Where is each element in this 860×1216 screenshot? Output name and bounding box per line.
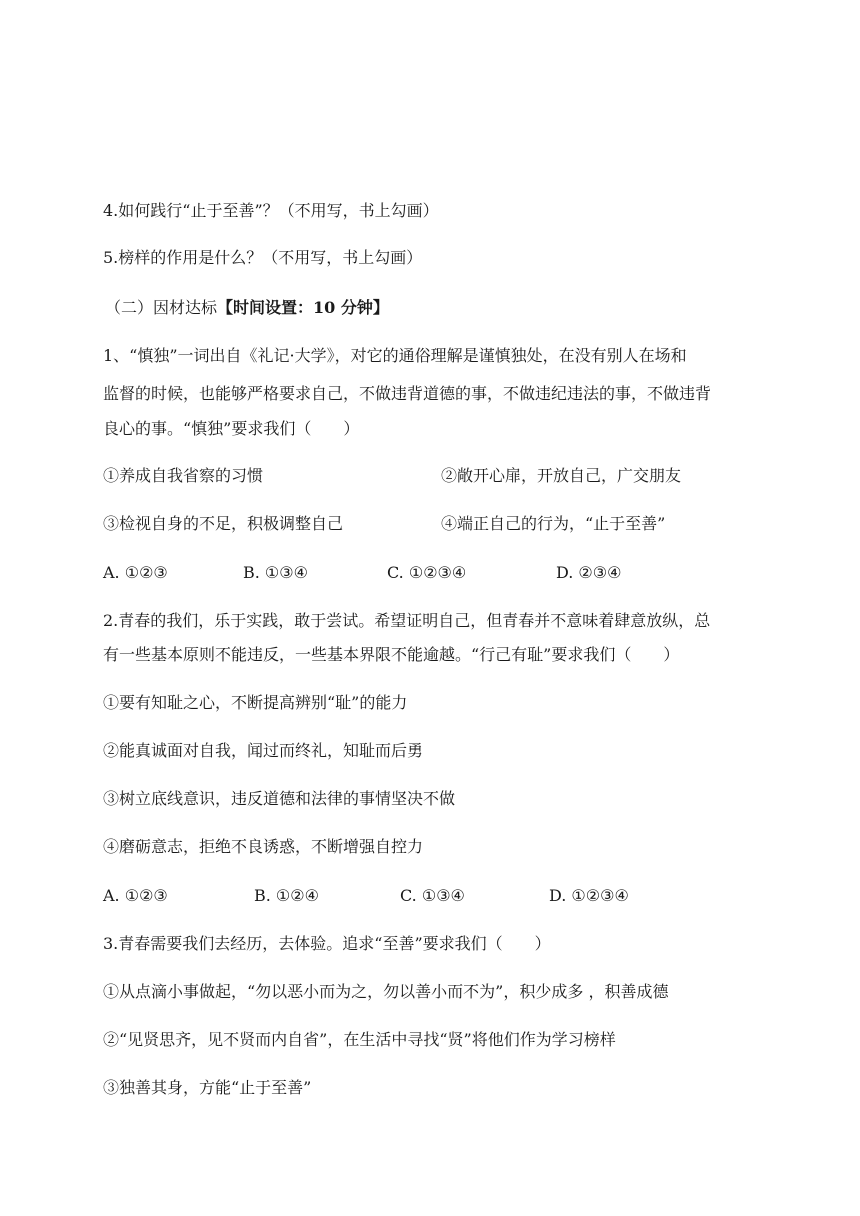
- q1-option-a: A. ①②③: [103, 563, 168, 582]
- q1-stem-line-2: 监督的时候，也能够严格要求自己，不做违背道德的事，不做违纪违法的事，不做违背: [103, 384, 712, 403]
- q2-option-a: A. ①②③: [103, 886, 168, 905]
- q2-option-b: B. ①②④: [254, 886, 319, 905]
- q2-item-2: ②能真诚面对自我，闻过而终礼，知耻而后勇: [103, 741, 424, 760]
- q2-item-1: ①要有知耻之心，不断提高辨别“耻”的能力: [103, 693, 408, 712]
- question-5: 5.榜样的作用是什么？（不用写，书上勾画）: [103, 248, 423, 267]
- q2-option-d: D. ①②③④: [549, 886, 629, 905]
- q3-item-1: ①从点滴小事做起，“勿以恶小而为之，勿以善小而不为”，积少成多 ，积善成德: [103, 982, 669, 1001]
- section-title: （二）因材达标: [105, 298, 218, 317]
- question-4: 4.如何践行“止于至善”？（不用写，书上勾画）: [103, 201, 439, 220]
- q2-stem-line-2: 有一些基本原则不能违反，一些基本界限不能逾越。“行己有耻”要求我们（ ）: [103, 645, 680, 664]
- q1-option-c: C. ①②③④: [387, 563, 467, 582]
- q3-stem-line-1: 3.青春需要我们去经历，去体验。追求“至善”要求我们（ ）: [103, 934, 551, 953]
- q3-item-3: ③独善其身，方能“止于至善”: [103, 1078, 312, 1097]
- q2-item-3: ③树立底线意识，违反道德和法律的事情坚决不做: [103, 789, 456, 808]
- q2-option-c: C. ①③④: [400, 886, 465, 905]
- q1-option-b: B. ①③④: [243, 563, 308, 582]
- q2-stem-line-1: 2.青春的我们，乐于实践，敢于尝试。希望证明自己，但青春并不意味着肆意放纵，总: [103, 611, 711, 630]
- q1-item-3: ③检视自身的不足，积极调整自己: [103, 514, 344, 533]
- q1-item-4: ④端正自己的行为，“止于至善”: [441, 514, 666, 533]
- section-time-setting: 【时间设置：10 分钟】: [217, 298, 389, 317]
- q1-stem-line-1: 1、“慎独”一词出自《礼记·大学》，对它的通俗理解是谨慎独处，在没有别人在场和: [103, 346, 687, 365]
- q1-option-d: D. ②③④: [556, 563, 622, 582]
- section-heading: [105, 297, 389, 319]
- q3-item-2: ②“见贤思齐，见不贤而内自省”，在生活中寻找“贤”将他们作为学习榜样: [103, 1030, 616, 1049]
- q2-item-4: ④磨砺意志，拒绝不良诱惑，不断增强自控力: [103, 837, 424, 856]
- q1-stem-line-3: 良心的事。“慎独”要求我们（ ）: [103, 419, 360, 438]
- q1-item-2: ②敞开心扉，开放自己，广交朋友: [441, 466, 682, 485]
- q1-item-1: ①养成自我省察的习惯: [103, 466, 264, 485]
